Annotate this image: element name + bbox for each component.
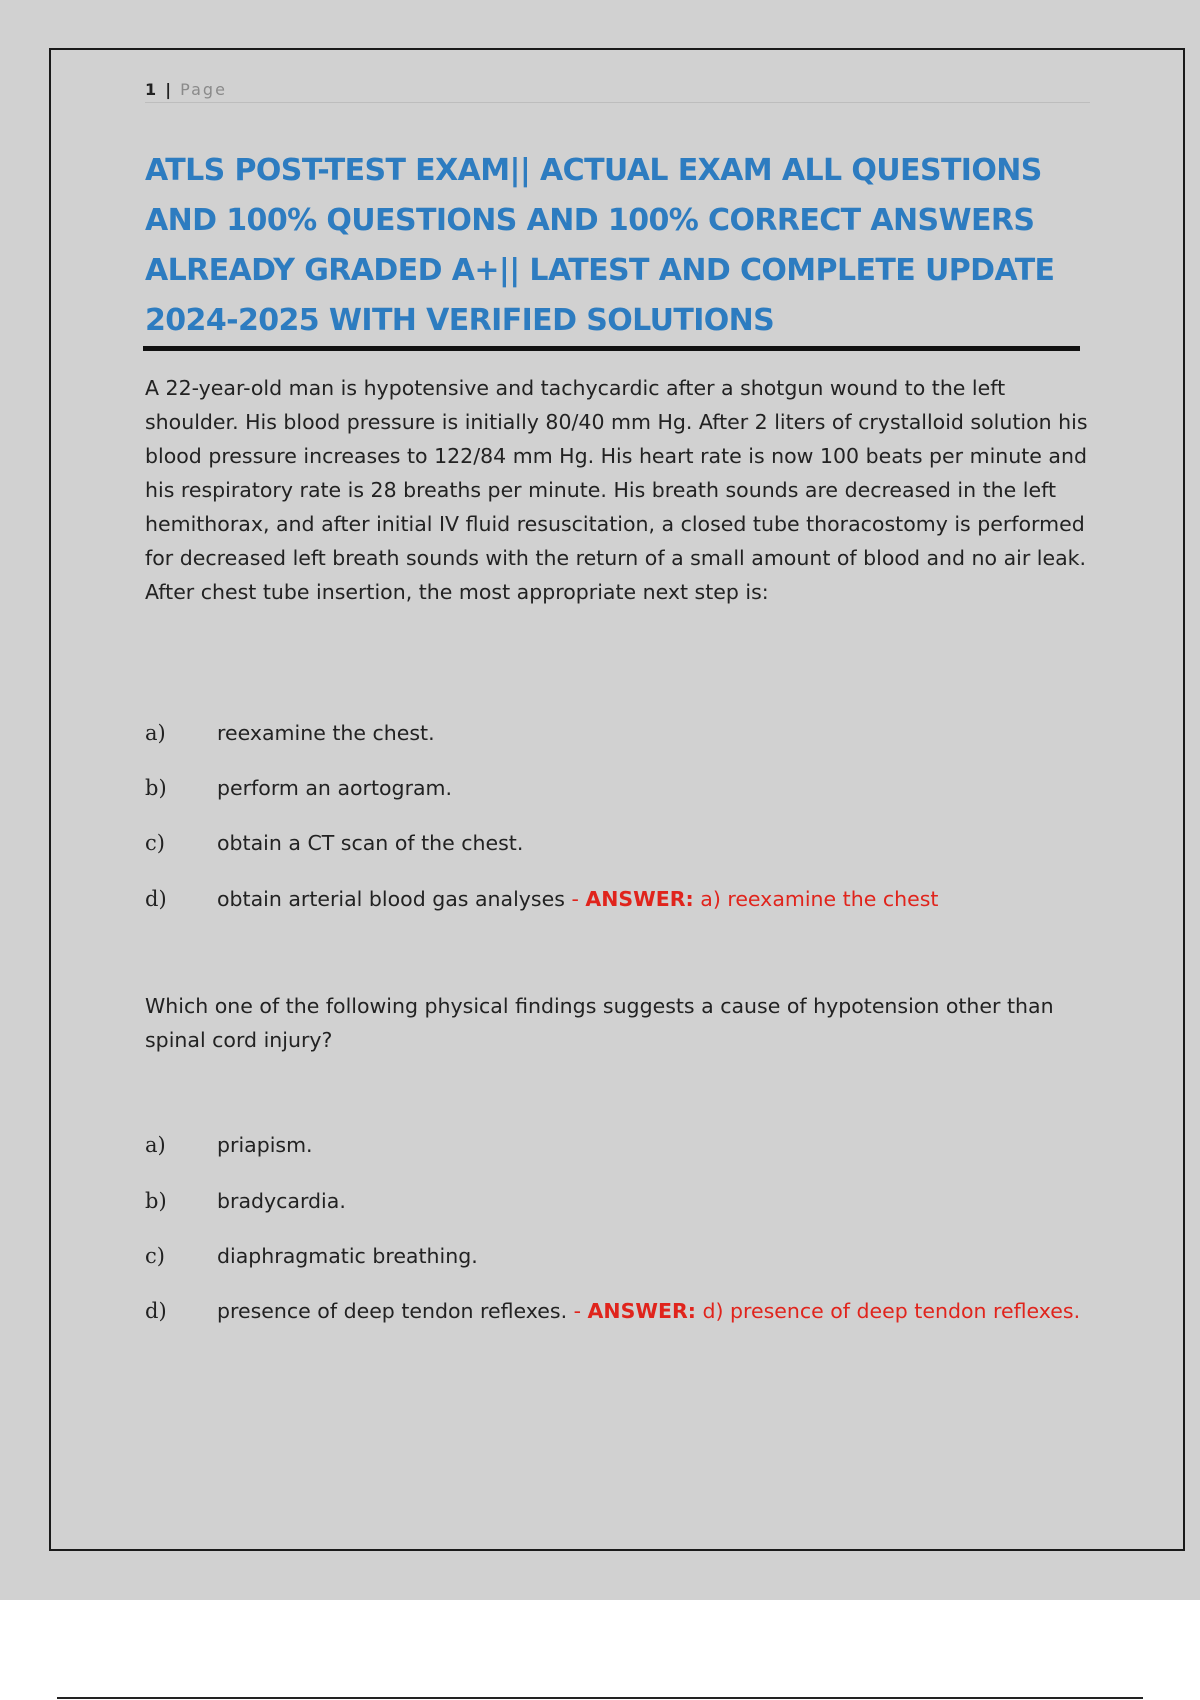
option-letter: d): [145, 887, 167, 911]
question-1-option-d: [145, 882, 1090, 916]
title-underline: [143, 346, 1080, 351]
option-letter: d): [145, 1299, 167, 1323]
option-letter: b): [145, 776, 167, 800]
question-2-option-d: [145, 1294, 1090, 1328]
page-separator: |: [165, 80, 174, 99]
option-text: obtain a CT scan of the chest.: [217, 831, 524, 855]
document-title: ATLS POST-TEST EXAM|| ACTUAL EXAM ALL QUESTIONS AND 100% QUESTIONS AND 100% CORRECT ANSWERS ALREADY GRADED A+|| LATEST AND COMPLETE UPDATE 2024-2025 WITH VERIFIED SOLUTIONS: [145, 153, 1055, 338]
next-page-divider: [57, 1697, 1143, 1699]
question-2-option-a: [145, 1128, 1090, 1162]
answer-prefix: -: [564, 887, 586, 911]
page-word: Page: [180, 80, 227, 99]
question-1-stem: A 22-year-old man is hypotensive and tachycardic after a shotgun wound to the left shoulder. His blood pressure is initially 80/40 mm Hg. After 2 liters of crystalloid solution his blood pressure increases to 122/84 mm Hg. His heart rate is now 100 beats per minute and his respiratory rate is 28 breaths per minute. His breath sounds are decreased in the left hemithorax, and after initial IV fluid resuscitation, a closed tube thoracostomy is performed for decreased left breath sounds with the return of a small amount of blood and no air leak. After chest tube insertion, the most appropriate next step is:: [145, 376, 1088, 604]
option-letter: b): [145, 1189, 167, 1213]
question-1-answer: a) reexamine the chest: [693, 887, 939, 911]
page-header: [145, 80, 1090, 103]
option-text: presence of deep tendon reflexes.: [217, 1299, 568, 1323]
option-letter: a): [145, 1133, 166, 1157]
question-2-stem: Which one of the following physical findings suggests a cause of hypotension other than spinal cord injury?: [145, 994, 1054, 1052]
question-1-option-c: [145, 826, 1090, 860]
question-1-option-b: [145, 771, 1090, 805]
option-text: priapism.: [217, 1133, 313, 1157]
option-text: obtain arterial blood gas analyses: [217, 887, 565, 911]
option-text: diaphragmatic breathing.: [217, 1244, 478, 1268]
option-text: bradycardia.: [217, 1189, 346, 1213]
option-text: perform an aortogram.: [217, 776, 453, 800]
answer-label: ANSWER:: [585, 887, 694, 911]
question-2-option-c: [145, 1239, 1090, 1273]
option-text: reexamine the chest.: [217, 721, 435, 745]
option-letter: c): [145, 1244, 165, 1268]
question-2-option-b: [145, 1184, 1090, 1218]
question-2-answer: d) presence of deep tendon reflexes.: [695, 1299, 1081, 1323]
page-number: 1: [145, 80, 159, 99]
question-1-option-a: [145, 716, 1090, 750]
option-letter: a): [145, 721, 166, 745]
answer-prefix: -: [567, 1299, 588, 1323]
answer-label: ANSWER:: [587, 1299, 696, 1323]
option-letter: c): [145, 831, 165, 855]
